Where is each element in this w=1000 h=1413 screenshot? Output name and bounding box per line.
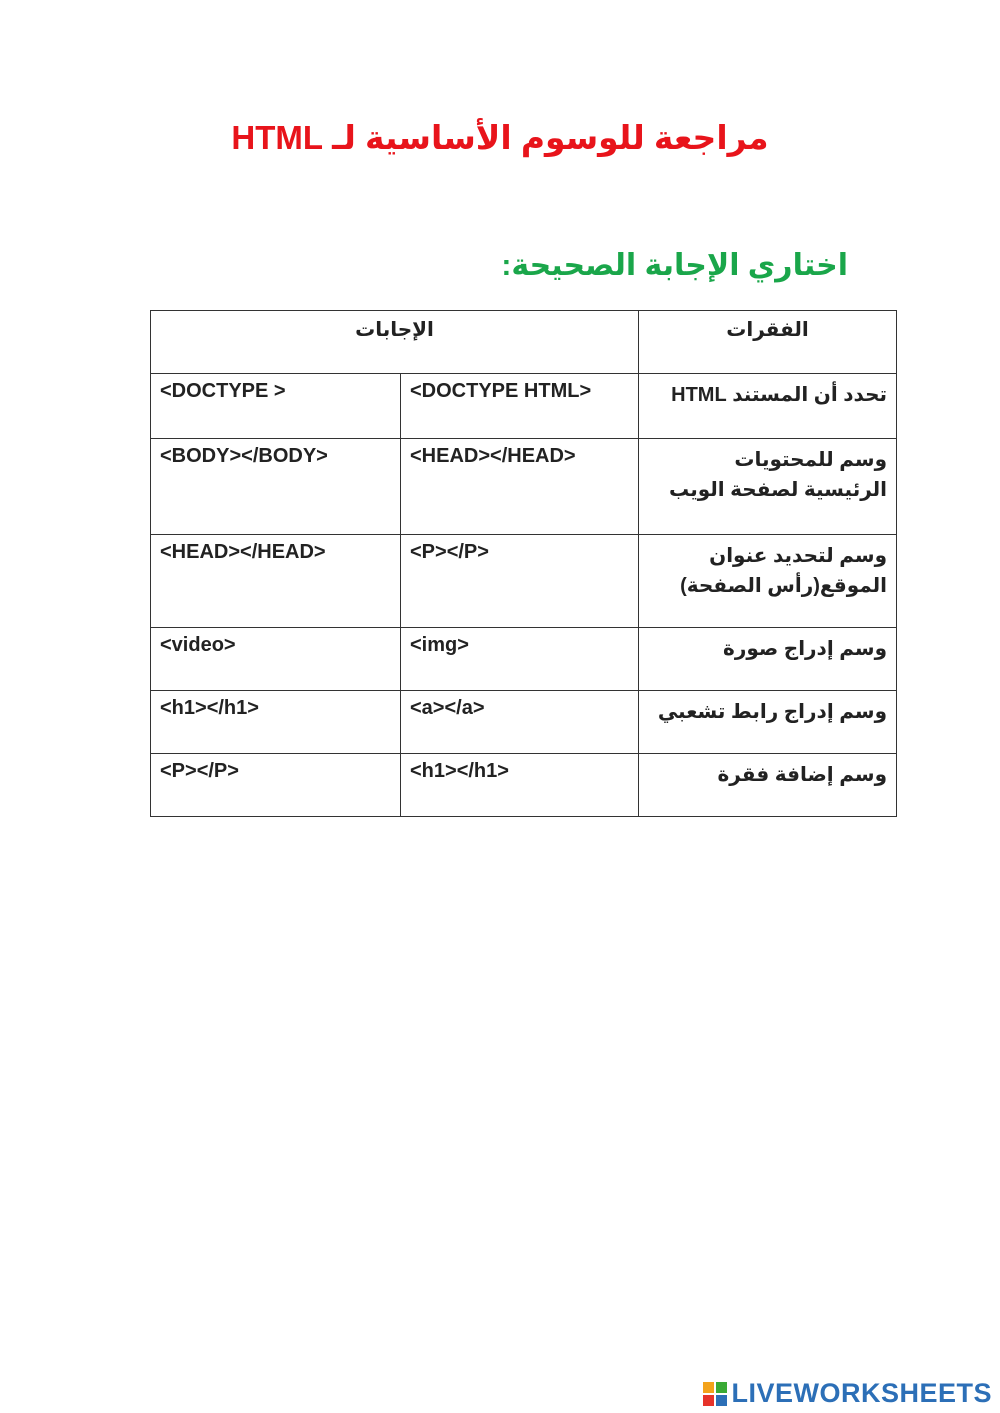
answer-option-a[interactable]: <BODY></BODY>: [151, 439, 401, 535]
liveworksheets-brand: [703, 1378, 992, 1409]
logo-square: [716, 1382, 727, 1393]
table-row: [151, 628, 897, 691]
question-paragraph: وسم إدراج رابط تشعبي: [639, 691, 897, 754]
answer-option-b[interactable]: <DOCTYPE HTML>: [401, 374, 639, 439]
answer-option-b[interactable]: <h1></h1>: [401, 754, 639, 817]
answer-option-a[interactable]: <h1></h1>: [151, 691, 401, 754]
answer-option-a[interactable]: <P></P>: [151, 754, 401, 817]
quiz-table: [150, 310, 897, 817]
answer-option-b[interactable]: <a></a>: [401, 691, 639, 754]
question-paragraph: وسم إدراج صورة: [639, 628, 897, 691]
question-paragraph: تحدد أن المستند HTML: [639, 374, 897, 439]
answer-option-a[interactable]: <DOCTYPE >: [151, 374, 401, 439]
answer-option-b[interactable]: <P></P>: [401, 535, 639, 628]
answer-option-a[interactable]: <HEAD></HEAD>: [151, 535, 401, 628]
logo-square: [703, 1382, 714, 1393]
question-paragraph: وسم للمحتويات الرئيسية لصفحة الويب: [639, 439, 897, 535]
table-row: [151, 754, 897, 817]
liveworksheets-logo-icon: [703, 1382, 727, 1406]
table-row: [151, 691, 897, 754]
answer-option-b[interactable]: <HEAD></HEAD>: [401, 439, 639, 535]
question-paragraph: وسم إضافة فقرة: [639, 754, 897, 817]
table-row: [151, 535, 897, 628]
table-row: [151, 374, 897, 439]
instruction-text: اختاري الإجابة الصحيحة:: [501, 249, 848, 282]
question-paragraph: وسم لتحديد عنوان الموقع(رأس الصفحة): [639, 535, 897, 628]
answer-option-a[interactable]: <video>: [151, 628, 401, 691]
header-paragraphs: الفقرات: [639, 311, 897, 374]
table-row: [151, 439, 897, 535]
logo-square: [703, 1395, 714, 1406]
logo-square: [716, 1395, 727, 1406]
table-header-row: [151, 311, 897, 374]
answer-option-b[interactable]: <img>: [401, 628, 639, 691]
page-title: مراجعة للوسوم الأساسية لـ HTML: [231, 119, 769, 156]
brand-text: LIVEWORKSHEETS: [731, 1378, 992, 1408]
header-answers: الإجابات: [151, 311, 639, 374]
